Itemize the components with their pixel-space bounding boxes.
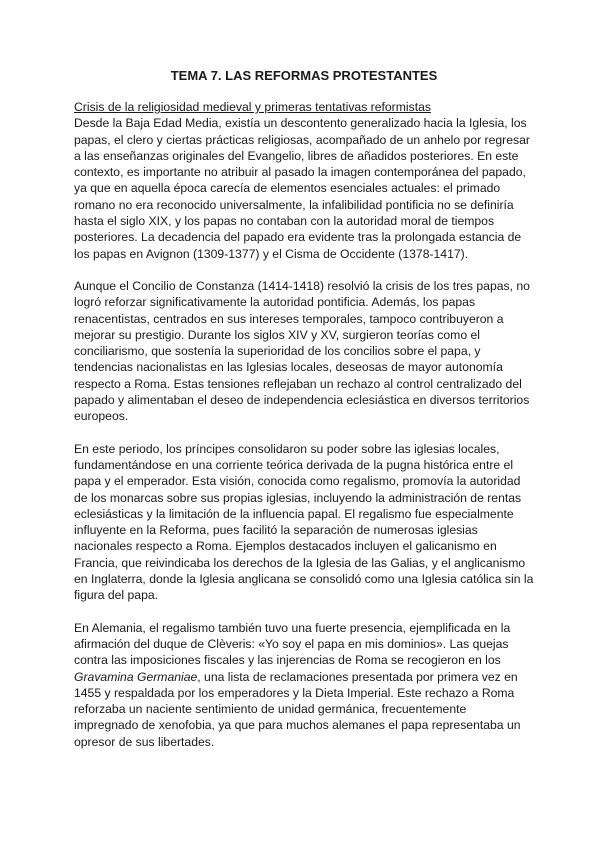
paragraph-4 xyxy=(74,620,534,750)
document-page xyxy=(74,68,534,766)
gravamina-germaniae-term: Gravamina Germaniae xyxy=(74,669,198,684)
document-title: TEMA 7. LAS REFORMAS PROTESTANTES xyxy=(170,68,438,83)
paragraph-1: Desde la Baja Edad Media, existía un descontento generalizado hacia la Iglesia, los papas, el clero y ciertas prácticas religiosas, acompañado de un anhelo por regresar a las enseñanzas originales del Evangelio, libres de añadidos posteriores. En este contexto, es importante no atribuir al pasado la imagen contemporánea del papado, ya que en aquella época carecía de elementos esenciales actuales: el primado romano no era reconocido universalmente, la infalibilidad pontificia no se definiría hasta el siglo XIX, y los papas no contaban con la autoridad moral de tiempos posteriores. La decadencia del papado era evidente tras la prolongada estancia de los papas en Avignon (1309-1377) y el Cisma de Occidente (1378-1417). xyxy=(74,116,530,261)
paragraph-3: En este periodo, los príncipes consolidaron su poder sobre las iglesias locales, fundamentándose en una corriente teórica derivada de la pugna histórica entre el papa y el emperador. Esta visión, conocida como regalismo, promovía la autoridad de los monarcas sobre sus propias iglesias, incluyendo la administración de rentas eclesiásticas y la limitación de la influencia papal. El regalismo fue especialmente influyente en la Reforma, pues facilitó la separación de numerosas iglesias nacionales respecto a Roma. Ejemplos destacados incluyen el galicanismo en Francia, que reivindicaba los derechos de la Iglesia de las Galias, y el anglicanismo en Inglaterra, donde la Iglesia anglicana se consolidó como una Iglesia católica sin la figura del papa. xyxy=(74,441,534,603)
section-heading: Crisis de la religiosidad medieval y primeras tentativas reformistas xyxy=(74,100,431,114)
paragraph-2: Aunque el Concilio de Constanza (1414-1418) resolvió la crisis de los tres papas, no logró reforzar significativamente la autoridad pontificia. Además, los papas renacentistas, centrados en sus intereses temporales, tampoco contribuyeron a mejorar su prestigio. Durante los siglos XIV y XV, surgieron teorías como el conciliarismo, que sostenía la superioridad de los concilios sobre el papa, y tendencias nacionalistas en las Iglesias locales, deseosas de mayor autonomía respecto a Roma. Estas tensiones reflejaban un rechazo al control centralizado del papado y alimentaban el deseo de independencia eclesiástica en diversos territorios europeos. xyxy=(74,278,530,424)
paragraph-4-text-start: En Alemania, el regalismo también tuvo una fuerte presencia, ejemplificada en la afirmación del duque de Clèveris: «Yo soy el papa en mis dominios». Las quejas contra las imposiciones fiscales y las injerencias de Roma se recogieron en los xyxy=(74,620,511,668)
paragraph-4-text-end: , una lista de reclamaciones presentada por primera vez en 1455 y respaldada por los emperadores y la Dieta Imperial. Este rechazo a Roma reforzaba un naciente sentimiento de unidad germánica, frecuentemente impregnado de xenofobia, ya que para muchos alemanes el papa representaba un opresor de sus libertades. xyxy=(74,669,521,749)
